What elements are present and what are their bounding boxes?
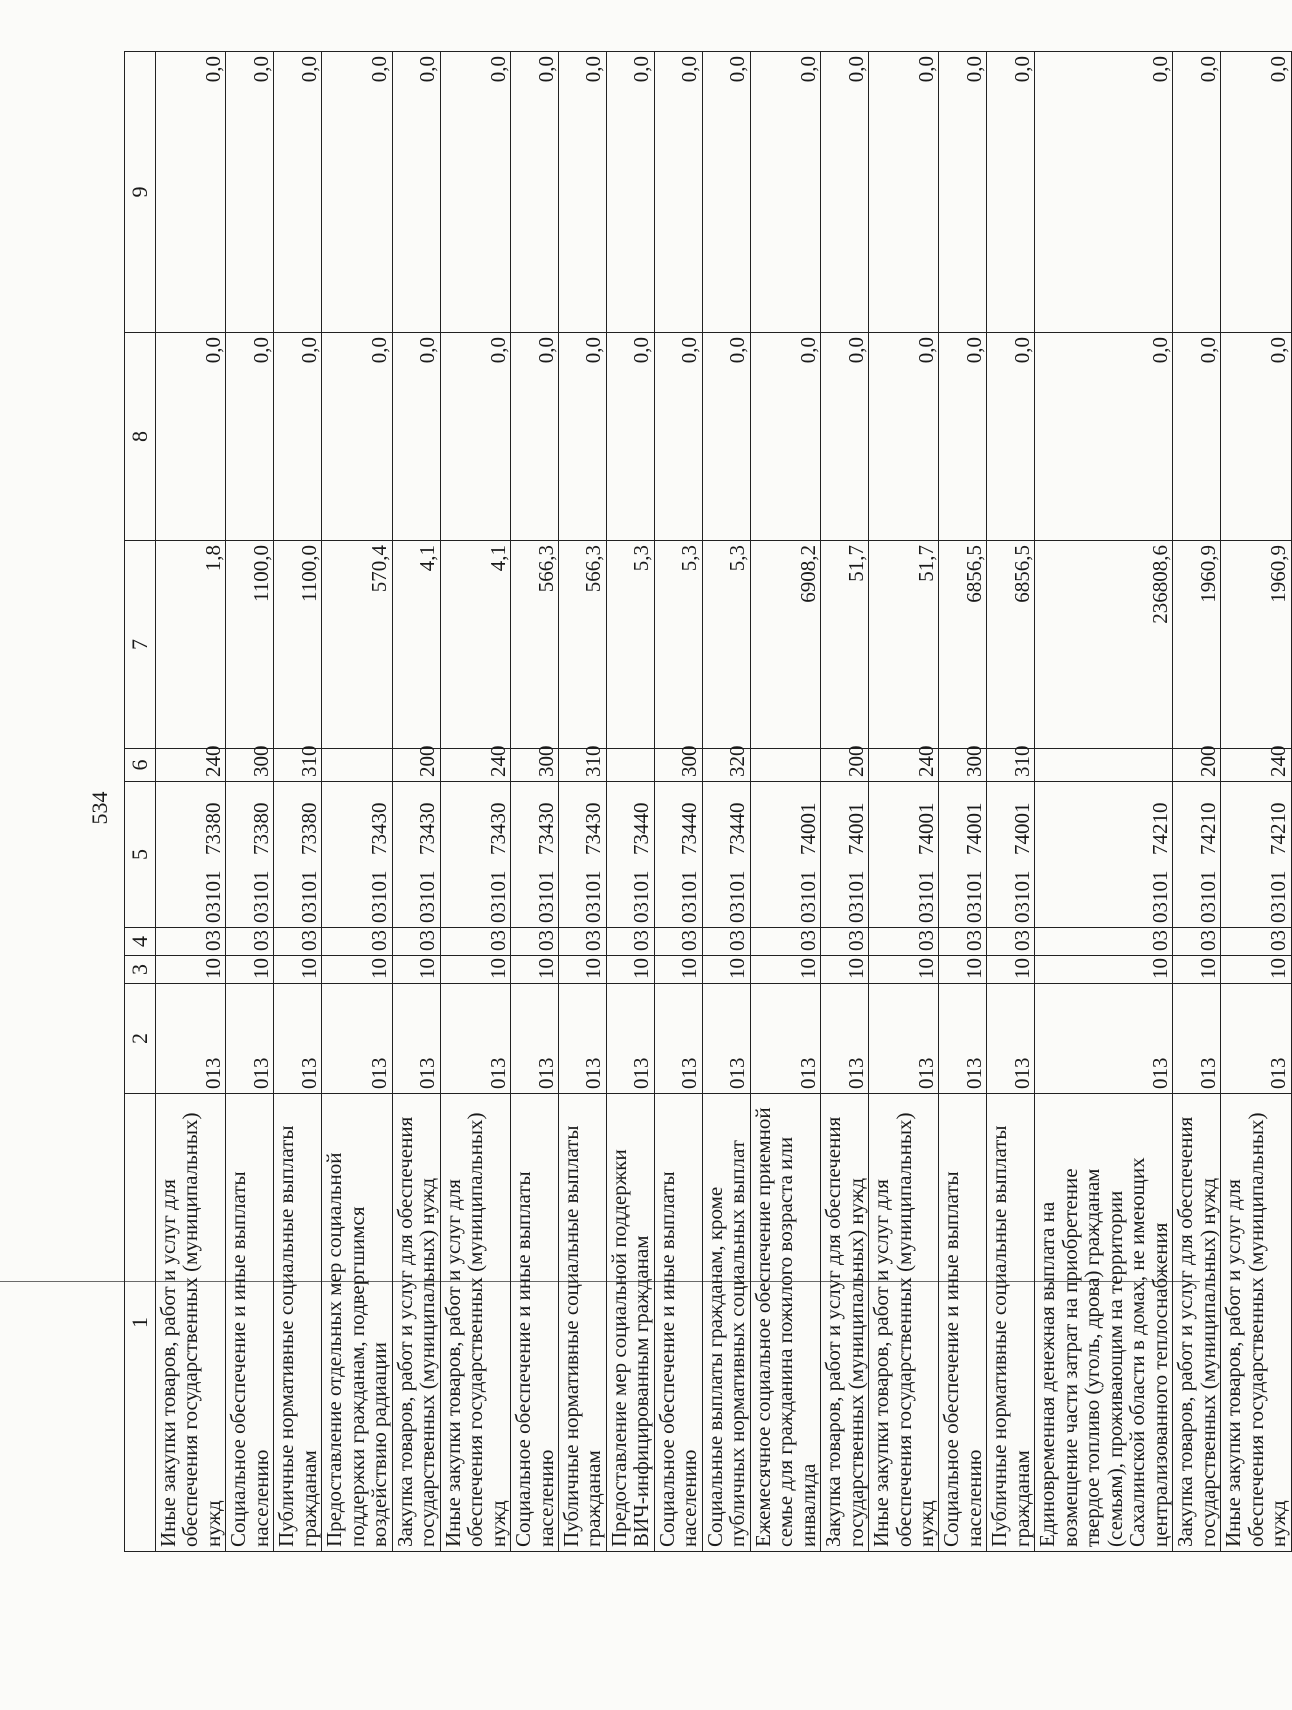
- row-name: Иные закупки товаров, работ и услуг для обеспечения государственных (муниципальных) нужд: [440, 1094, 510, 1552]
- header-row: [125, 52, 156, 1552]
- amount-col7: 5,3: [654, 541, 702, 749]
- row-name: Иные закупки товаров, работ и услуг для обеспечения государственных (муниципальных) нужд: [869, 1094, 939, 1552]
- subsection-code: 03: [869, 928, 939, 956]
- amount-col9: 0,0: [606, 52, 654, 333]
- page-number: 534: [87, 791, 112, 825]
- direction-code: 74001: [961, 802, 986, 855]
- expense-type-code: 240: [156, 749, 226, 782]
- amount-col8: 0,0: [939, 333, 987, 541]
- amount-col7: 6908,2: [750, 541, 820, 749]
- section-code: 10: [606, 956, 654, 984]
- expense-type-code: 310: [987, 749, 1035, 782]
- amount-col8: 0,0: [322, 333, 392, 541]
- subsection-code: 03: [939, 928, 987, 956]
- amount-col7: 1100,0: [274, 541, 322, 749]
- expense-type-code: [750, 749, 820, 782]
- expense-type-code: [606, 749, 654, 782]
- expense-type-code: 300: [654, 749, 702, 782]
- table-row: [322, 52, 392, 1552]
- ministry-code: 013: [156, 984, 226, 1094]
- table-row: [702, 52, 750, 1552]
- row-name: Публичные нормативные социальные выплаты гражданам: [274, 1094, 322, 1552]
- column-header: 9: [125, 52, 156, 333]
- table-row: [1173, 52, 1221, 1552]
- amount-col9: 0,0: [654, 52, 702, 333]
- target-article: [869, 782, 939, 928]
- amount-col8: 0,0: [1173, 333, 1221, 541]
- column-header: 2: [125, 984, 156, 1094]
- amount-col9: 0,0: [1221, 52, 1291, 333]
- section-code: 10: [869, 956, 939, 984]
- target-article: [511, 782, 559, 928]
- expense-type-code: 300: [226, 749, 274, 782]
- subsection-code: 03: [511, 928, 559, 956]
- target-article: [558, 782, 606, 928]
- direction-code: 73380: [200, 802, 225, 855]
- amount-col7: 5,3: [606, 541, 654, 749]
- amount-col7: 1960,9: [1221, 541, 1291, 749]
- amount-col8: 0,0: [702, 333, 750, 541]
- section-code: 10: [1221, 956, 1291, 984]
- row-name: Социальные выплаты гражданам, кроме публичных нормативных социальных выплат: [702, 1094, 750, 1552]
- table-row: [392, 52, 440, 1552]
- target-article: [750, 782, 820, 928]
- amount-col9: 0,0: [702, 52, 750, 333]
- target-article: [654, 782, 702, 928]
- amount-col9: 0,0: [821, 52, 869, 333]
- amount-col8: 0,0: [654, 333, 702, 541]
- program-code: 03101: [581, 870, 606, 923]
- direction-code: 73380: [248, 802, 273, 855]
- direction-code: 73430: [533, 802, 558, 855]
- target-article: [274, 782, 322, 928]
- amount-col9: 0,0: [322, 52, 392, 333]
- row-name: Социальное обеспечение и иные выплаты населению: [654, 1094, 702, 1552]
- budget-table: [124, 51, 1292, 1552]
- table-row: [440, 52, 510, 1552]
- ministry-code: 013: [440, 984, 510, 1094]
- expense-type-code: 300: [511, 749, 559, 782]
- expense-type-code: 200: [392, 749, 440, 782]
- amount-col7: 566,3: [511, 541, 559, 749]
- table-row: [1221, 52, 1291, 1552]
- expense-type-code: 200: [1173, 749, 1221, 782]
- table-row: [1035, 52, 1173, 1552]
- section-code: 10: [821, 956, 869, 984]
- expense-type-code: 320: [702, 749, 750, 782]
- amount-col8: 0,0: [750, 333, 820, 541]
- ministry-code: 013: [750, 984, 820, 1094]
- amount-col8: 0,0: [1221, 333, 1291, 541]
- amount-col9: 0,0: [274, 52, 322, 333]
- direction-code: 74001: [914, 802, 938, 855]
- table-row: [869, 52, 939, 1552]
- amount-col7: 51,7: [869, 541, 939, 749]
- section-code: 10: [226, 956, 274, 984]
- table-row: [821, 52, 869, 1552]
- amount-col7: 6856,5: [939, 541, 987, 749]
- section-code: 10: [274, 956, 322, 984]
- amount-col9: 0,0: [511, 52, 559, 333]
- column-header: 6: [125, 749, 156, 782]
- amount-col8: 0,0: [511, 333, 559, 541]
- section-code: 10: [939, 956, 987, 984]
- program-code: 03101: [367, 870, 392, 923]
- column-header: 4: [125, 928, 156, 956]
- ministry-code: 013: [939, 984, 987, 1094]
- amount-col7: 4,1: [392, 541, 440, 749]
- target-article: [1173, 782, 1221, 928]
- target-article: [392, 782, 440, 928]
- amount-col9: 0,0: [750, 52, 820, 333]
- table-row: [987, 52, 1035, 1552]
- ministry-code: 013: [821, 984, 869, 1094]
- amount-col8: 0,0: [869, 333, 939, 541]
- ministry-code: 013: [869, 984, 939, 1094]
- row-name: Социальное обеспечение и иные выплаты населению: [226, 1094, 274, 1552]
- amount-col8: 0,0: [821, 333, 869, 541]
- subsection-code: 03: [1221, 928, 1291, 956]
- subsection-code: 03: [558, 928, 606, 956]
- rotated-table-container: [124, 52, 1291, 1552]
- amount-col9: 0,0: [939, 52, 987, 333]
- table-row: [750, 52, 820, 1552]
- amount-col8: 0,0: [274, 333, 322, 541]
- amount-col7: 5,3: [702, 541, 750, 749]
- ministry-code: 013: [1173, 984, 1221, 1094]
- direction-code: 74001: [795, 802, 820, 855]
- section-code: 10: [156, 956, 226, 984]
- program-code: 03101: [533, 870, 558, 923]
- target-article: [939, 782, 987, 928]
- program-code: 03101: [843, 870, 868, 923]
- expense-type-code: 240: [1221, 749, 1291, 782]
- expense-type-code: [322, 749, 392, 782]
- ministry-code: 013: [226, 984, 274, 1094]
- row-name: Социальное обеспечение и иные выплаты населению: [939, 1094, 987, 1552]
- direction-code: 74001: [843, 802, 868, 855]
- expense-type-code: 200: [821, 749, 869, 782]
- amount-col8: 0,0: [156, 333, 226, 541]
- subsection-code: 03: [606, 928, 654, 956]
- program-code: 03101: [961, 870, 986, 923]
- ministry-code: 013: [322, 984, 392, 1094]
- subsection-code: 03: [226, 928, 274, 956]
- program-code: 03101: [677, 870, 702, 923]
- direction-code: 73430: [581, 802, 606, 855]
- amount-col9: 0,0: [440, 52, 510, 333]
- target-article: [226, 782, 274, 928]
- ministry-code: 013: [558, 984, 606, 1094]
- table-row: [606, 52, 654, 1552]
- target-article: [987, 782, 1035, 928]
- column-header: 5: [125, 782, 156, 928]
- subsection-code: 03: [1173, 928, 1221, 956]
- program-code: 03101: [795, 870, 820, 923]
- program-code: 03101: [485, 870, 510, 923]
- ministry-code: 013: [606, 984, 654, 1094]
- section-code: 10: [750, 956, 820, 984]
- direction-code: 73440: [629, 802, 654, 855]
- amount-col9: 0,0: [226, 52, 274, 333]
- amount-col9: 0,0: [156, 52, 226, 333]
- target-article: [702, 782, 750, 928]
- target-article: [1221, 782, 1291, 928]
- target-article: [322, 782, 392, 928]
- section-code: 10: [702, 956, 750, 984]
- row-name: Предоставление мер социальной поддержки ВИЧ-инфицированным гражданам: [606, 1094, 654, 1552]
- amount-col9: 0,0: [558, 52, 606, 333]
- ministry-code: 013: [274, 984, 322, 1094]
- table-row: [226, 52, 274, 1552]
- row-name: Закупка товаров, работ и услуг для обеспечения государственных (муниципальных) нужд: [392, 1094, 440, 1552]
- subsection-code: 03: [654, 928, 702, 956]
- amount-col7: 4,1: [440, 541, 510, 749]
- amount-col8: 0,0: [606, 333, 654, 541]
- expense-type-code: 310: [558, 749, 606, 782]
- section-code: 10: [392, 956, 440, 984]
- amount-col9: 0,0: [1173, 52, 1221, 333]
- direction-code: 73440: [677, 802, 702, 855]
- row-name: Единовременная денежная выплата на возмещение части затрат на приобретение твердое топливо (уголь, дрова) гражданам (семьям), проживающим на территории Сахалинской области в домах, не имеющих централизованного теплоснабжения: [1035, 1094, 1173, 1552]
- amount-col9: 0,0: [1035, 52, 1173, 333]
- table-row: [654, 52, 702, 1552]
- subsection-code: 03: [156, 928, 226, 956]
- row-name: Иные закупки товаров, работ и услуг для обеспечения государственных (муниципальных) нужд: [1221, 1094, 1291, 1552]
- subsection-code: 03: [702, 928, 750, 956]
- amount-col8: 0,0: [1035, 333, 1173, 541]
- direction-code: 74001: [1009, 802, 1034, 855]
- direction-code: 73380: [296, 802, 321, 855]
- section-code: 10: [987, 956, 1035, 984]
- column-header: 1: [125, 1094, 156, 1552]
- amount-col8: 0,0: [558, 333, 606, 541]
- section-code: 10: [322, 956, 392, 984]
- ministry-code: 013: [511, 984, 559, 1094]
- program-code: 03101: [1009, 870, 1034, 923]
- row-name: Закупка товаров, работ и услуг для обеспечения государственных (муниципальных) нужд: [1173, 1094, 1221, 1552]
- table-row: [511, 52, 559, 1552]
- program-code: 03101: [415, 870, 440, 923]
- amount-col7: 6856,5: [987, 541, 1035, 749]
- direction-code: 73430: [367, 802, 392, 855]
- ministry-code: 013: [987, 984, 1035, 1094]
- amount-col7: 1,8: [156, 541, 226, 749]
- program-code: 03101: [1266, 870, 1291, 923]
- section-code: 10: [511, 956, 559, 984]
- amount-col7: 51,7: [821, 541, 869, 749]
- program-code: 03101: [1147, 870, 1172, 923]
- row-name: Публичные нормативные социальные выплаты гражданам: [987, 1094, 1035, 1552]
- target-article: [606, 782, 654, 928]
- amount-col8: 0,0: [392, 333, 440, 541]
- row-name: Ежемесячное социальное обеспечение приемной семье для гражданина пожилого возраста или инвалида: [750, 1094, 820, 1552]
- direction-code: 73430: [415, 802, 440, 855]
- subsection-code: 03: [274, 928, 322, 956]
- subsection-code: 03: [1035, 928, 1173, 956]
- program-code: 03101: [1195, 870, 1220, 923]
- program-code: 03101: [725, 870, 750, 923]
- expense-type-code: 300: [939, 749, 987, 782]
- amount-col8: 0,0: [440, 333, 510, 541]
- amount-col7: 1100,0: [226, 541, 274, 749]
- direction-code: 73430: [485, 802, 510, 855]
- target-article: [440, 782, 510, 928]
- amount-col7: 236808,6: [1035, 541, 1173, 749]
- ministry-code: 013: [654, 984, 702, 1094]
- column-header: 8: [125, 333, 156, 541]
- amount-col7: 1960,9: [1173, 541, 1221, 749]
- target-article: [1035, 782, 1173, 928]
- subsection-code: 03: [392, 928, 440, 956]
- expense-type-code: 310: [274, 749, 322, 782]
- table-row: [558, 52, 606, 1552]
- subsection-code: 03: [750, 928, 820, 956]
- table-row: [156, 52, 226, 1552]
- amount-col8: 0,0: [226, 333, 274, 541]
- program-code: 03101: [914, 870, 938, 923]
- column-header: 3: [125, 956, 156, 984]
- expense-type-code: 240: [869, 749, 939, 782]
- target-article: [156, 782, 226, 928]
- subsection-code: 03: [987, 928, 1035, 956]
- column-header: 7: [125, 541, 156, 749]
- subsection-code: 03: [821, 928, 869, 956]
- row-name: Публичные нормативные социальные выплаты гражданам: [558, 1094, 606, 1552]
- amount-col7: 570,4: [322, 541, 392, 749]
- ministry-code: 013: [392, 984, 440, 1094]
- table-row: [939, 52, 987, 1552]
- program-code: 03101: [629, 870, 654, 923]
- amount-col9: 0,0: [987, 52, 1035, 333]
- section-code: 10: [654, 956, 702, 984]
- expense-type-code: 240: [440, 749, 510, 782]
- direction-code: 74210: [1266, 802, 1291, 855]
- ministry-code: 013: [1035, 984, 1173, 1094]
- section-code: 10: [1035, 956, 1173, 984]
- row-name: Закупка товаров, работ и услуг для обеспечения государственных (муниципальных) нужд: [821, 1094, 869, 1552]
- table-row: [274, 52, 322, 1552]
- row-name: Иные закупки товаров, работ и услуг для обеспечения государственных (муниципальных) нужд: [156, 1094, 226, 1552]
- section-code: 10: [558, 956, 606, 984]
- amount-col9: 0,0: [869, 52, 939, 333]
- direction-code: 74210: [1195, 802, 1220, 855]
- row-name: Социальное обеспечение и иные выплаты населению: [511, 1094, 559, 1552]
- target-article: [821, 782, 869, 928]
- expense-type-code: [1035, 749, 1173, 782]
- section-code: 10: [1173, 956, 1221, 984]
- direction-code: 74210: [1147, 802, 1172, 855]
- program-code: 03101: [200, 870, 225, 923]
- ministry-code: 013: [702, 984, 750, 1094]
- row-name: Предоставление отдельных мер социальной поддержки гражданам, подвергшимся воздействию радиации: [322, 1094, 392, 1552]
- amount-col8: 0,0: [987, 333, 1035, 541]
- subsection-code: 03: [440, 928, 510, 956]
- section-code: 10: [440, 956, 510, 984]
- direction-code: 73440: [725, 802, 750, 855]
- subsection-code: 03: [322, 928, 392, 956]
- ministry-code: 013: [1221, 984, 1291, 1094]
- amount-col9: 0,0: [392, 52, 440, 333]
- program-code: 03101: [296, 870, 321, 923]
- program-code: 03101: [248, 870, 273, 923]
- amount-col7: 566,3: [558, 541, 606, 749]
